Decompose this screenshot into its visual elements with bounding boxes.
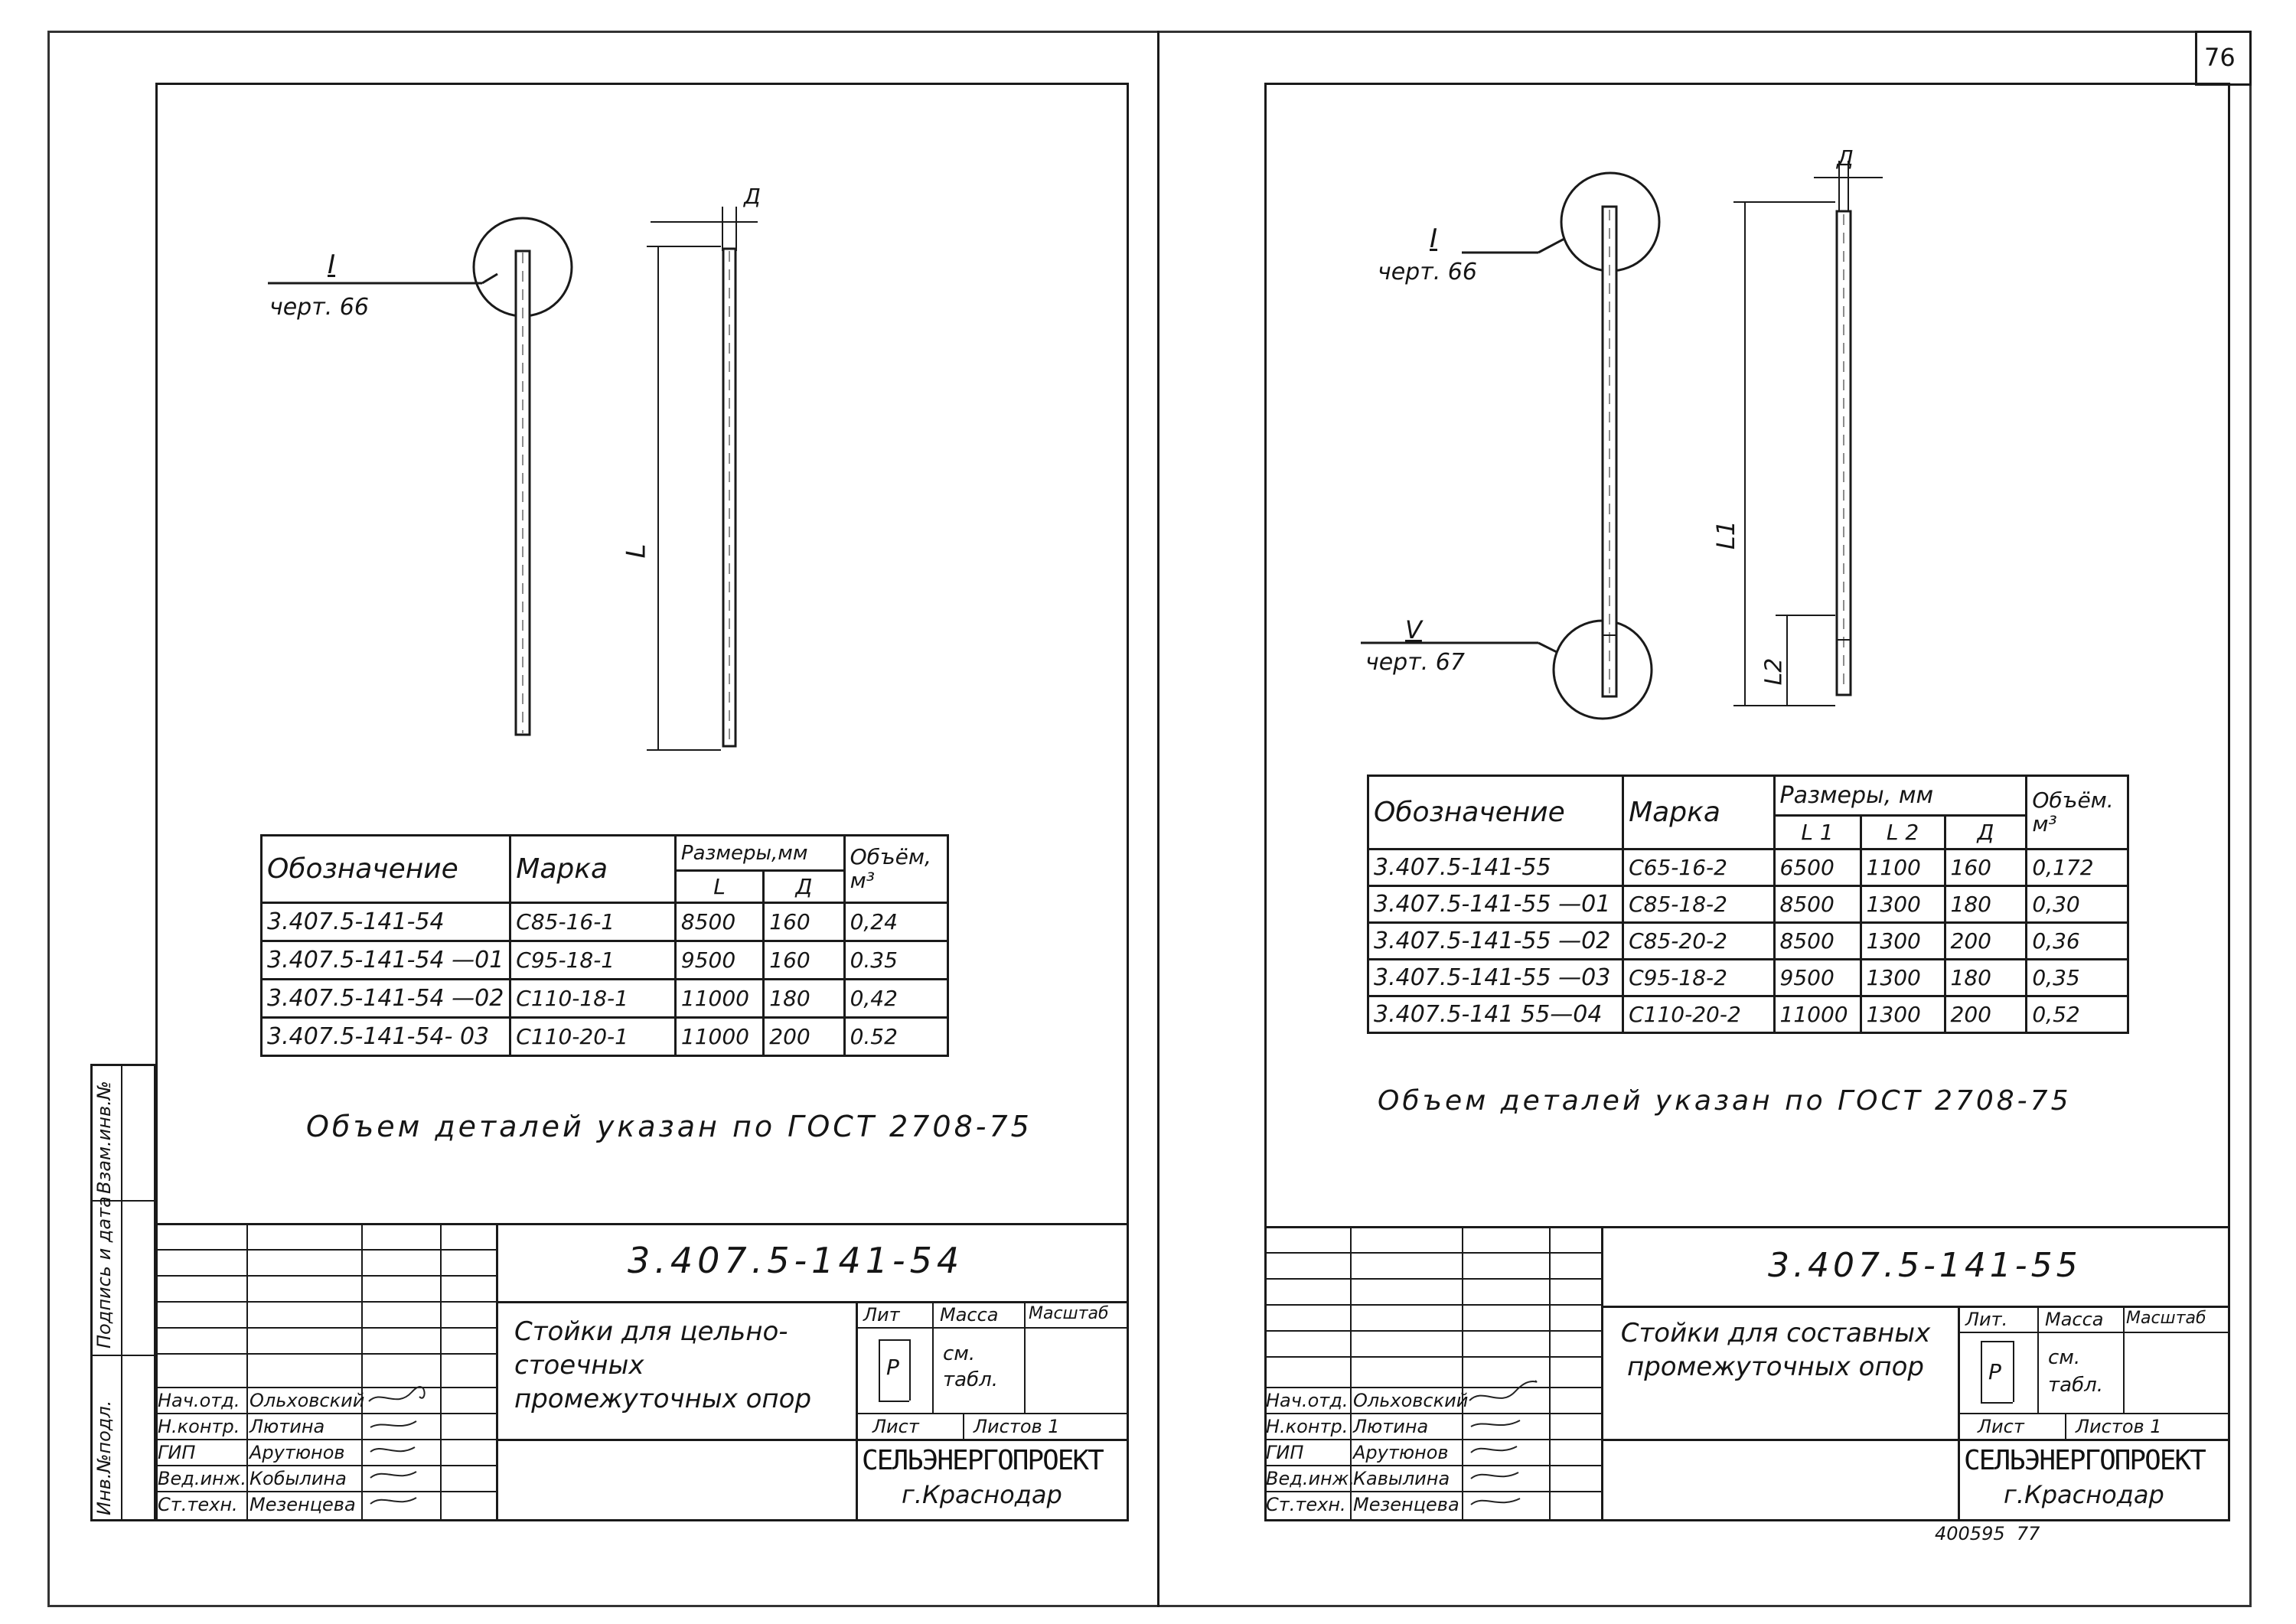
cell-designation: 3.407.5-141-54 —01	[262, 941, 510, 980]
tb-person: Мезенцева	[249, 1494, 356, 1515]
right-post-drawing	[1347, 138, 2036, 719]
tb-sheets-label: Листов 1	[974, 1416, 1060, 1437]
tb-hline	[155, 1327, 496, 1329]
table-row	[262, 980, 948, 1018]
cell-volume: 0.52	[844, 1018, 947, 1056]
tb-hline	[1264, 1413, 1601, 1414]
callout-marker: I	[328, 249, 336, 280]
side-stamp-divider	[90, 1355, 156, 1356]
th-mark: Марка	[510, 836, 676, 903]
tb-hline	[1264, 1387, 1601, 1388]
tb-mass-value: см. табл.	[2048, 1346, 2103, 1397]
cell-l1: 11000	[1774, 996, 1861, 1033]
tb-sheet-label: Лист	[872, 1416, 919, 1437]
cell-mark: С95-18-1	[510, 941, 676, 980]
cell-l2: 1100	[1861, 850, 1945, 886]
cell-volume: 0,35	[2027, 960, 2128, 996]
tb-hline	[155, 1465, 496, 1466]
page-number: 76	[2204, 43, 2236, 72]
cell-volume: 0,24	[844, 903, 947, 941]
tb-hline	[496, 1301, 1129, 1303]
th-l: L	[675, 871, 763, 903]
cell-l2: 1300	[1861, 996, 1945, 1033]
footer-note: 400595 77	[1935, 1523, 2040, 1544]
tb-role: Вед.инж.	[158, 1468, 246, 1489]
cell-designation: 3.407.5-141-55 —02	[1368, 923, 1623, 960]
cell-d: 200	[764, 1018, 844, 1056]
th-mark: Марка	[1623, 776, 1774, 850]
tb-city: г.Краснодар	[2004, 1480, 2164, 1509]
tb-role: Н.контр.	[1266, 1416, 1349, 1437]
dim-label-d: Д	[744, 184, 761, 209]
cell-l1: 8500	[1774, 923, 1861, 960]
cell-volume: 0,42	[844, 980, 947, 1018]
left-spec-table	[260, 834, 949, 1057]
cell-mark: С85-18-2	[1623, 886, 1774, 923]
tb-hline	[155, 1439, 496, 1440]
left-note: Объем деталей указан по ГОСТ 2708-75	[306, 1110, 1032, 1143]
tb-vline	[2013, 1341, 2014, 1402]
tb-role: Н.контр.	[158, 1416, 240, 1437]
cell-l: 11000	[675, 1018, 763, 1056]
side-label-sign: Подпись и дата	[93, 1196, 115, 1348]
cell-designation: 3.407.5-141-54- 03	[262, 1018, 510, 1056]
cell-designation: 3.407.5-141-55	[1368, 850, 1623, 886]
left-post-drawing	[253, 176, 712, 758]
cell-d: 160	[1945, 850, 2027, 886]
table-row	[1368, 886, 2128, 923]
tb-person: Кавылина	[1353, 1468, 1450, 1489]
tb-vline	[1601, 1226, 1603, 1521]
th-l2: L 2	[1861, 816, 1945, 850]
callout-top-marker: I	[1430, 223, 1438, 254]
th-sizes: Размеры,мм	[675, 836, 844, 871]
th-d: Д	[764, 871, 844, 903]
tb-org: СЕЛЬЭНЕРГОПРОЕКТ	[862, 1445, 1103, 1476]
tb-vline	[909, 1339, 911, 1401]
signatures-left	[366, 1381, 427, 1527]
tb-role: Ст.техн.	[1266, 1494, 1346, 1515]
cell-l: 11000	[675, 980, 763, 1018]
tb-hline	[496, 1439, 1129, 1441]
tb-vline	[856, 1301, 858, 1521]
cell-designation: 3.407.5-141-54 —02	[262, 980, 510, 1018]
tb-vline	[879, 1339, 880, 1401]
tb-org: СЕЛЬЭНЕРГОПРОЕКТ	[1964, 1445, 2205, 1476]
tb-vline	[246, 1223, 248, 1521]
tb-hline	[155, 1413, 496, 1414]
tb-vline	[1981, 1341, 1982, 1402]
cell-mark: С110-20-1	[510, 1018, 676, 1056]
tb-person: Мезенцева	[1353, 1494, 1459, 1515]
table-row	[262, 1018, 948, 1056]
tb-scale-label: Масштаб	[2126, 1309, 2206, 1328]
table-row	[1368, 960, 2128, 996]
th-sizes: Размеры, мм	[1774, 776, 2027, 816]
cell-volume: 0.35	[844, 941, 947, 980]
cell-designation: 3.407.5-141-54	[262, 903, 510, 941]
th-volume: Объём. м³	[2027, 776, 2128, 850]
tb-hline	[1981, 1341, 2013, 1342]
cell-mark: С85-20-2	[1623, 923, 1774, 960]
tb-hline	[879, 1401, 909, 1402]
tb-hline	[155, 1353, 496, 1355]
tb-hline	[155, 1491, 496, 1492]
tb-vline	[440, 1223, 442, 1521]
cell-d: 200	[1945, 923, 2027, 960]
th-designation: Обозначение	[1368, 776, 1623, 850]
right-note: Объем деталей указан по ГОСТ 2708-75	[1378, 1085, 2072, 1117]
tb-vline	[496, 1223, 498, 1521]
tb-mass-label: Масса	[2045, 1309, 2104, 1330]
tb-lit-label: Лит.	[1965, 1309, 2008, 1330]
dim-label-l1: L1	[1711, 520, 1741, 550]
right-spec-table	[1367, 774, 2129, 1034]
cell-volume: 0,172	[2027, 850, 2128, 886]
cell-designation: 3.407.5-141 55—04	[1368, 996, 1623, 1033]
table-row	[1368, 996, 2128, 1033]
tb-role: Нач.отд.	[158, 1390, 240, 1411]
tb-vline	[1549, 1226, 1551, 1521]
tb-vline	[932, 1301, 934, 1413]
tb-person: Ольховский	[249, 1390, 365, 1411]
table-row	[1368, 850, 2128, 886]
tb-name: Стойки для составных промежуточных опор	[1620, 1318, 1931, 1382]
cell-l: 8500	[675, 903, 763, 941]
cell-volume: 0,30	[2027, 886, 2128, 923]
tb-hline	[1264, 1491, 1601, 1492]
cell-d: 180	[1945, 886, 2027, 923]
cell-l1: 6500	[1774, 850, 1861, 886]
tb-top-line	[1264, 1226, 2230, 1228]
cell-d: 160	[764, 903, 844, 941]
tb-hline	[1264, 1252, 1601, 1254]
side-label-inv: Инв.№подл.	[93, 1400, 115, 1515]
tb-hline	[155, 1301, 496, 1303]
tb-person: Ольховский	[1353, 1390, 1469, 1411]
table-row	[262, 941, 948, 980]
tb-role: Нач.отд.	[1266, 1390, 1349, 1411]
tb-city: г.Краснодар	[902, 1480, 1062, 1509]
side-stamp-divider	[121, 1064, 122, 1521]
center-fold-line	[1157, 31, 1159, 1607]
tb-code: 3.407.5-141-54	[628, 1240, 964, 1281]
tb-person: Кобылина	[249, 1468, 347, 1489]
tb-hline	[1264, 1278, 1601, 1280]
tb-lit-value: Р	[886, 1355, 899, 1380]
table-row	[262, 903, 948, 941]
tb-hline	[155, 1275, 496, 1277]
tb-vline	[2037, 1306, 2039, 1413]
tb-vline	[2065, 1413, 2066, 1439]
tb-vline	[1024, 1301, 1026, 1413]
th-d: Д	[1945, 816, 2027, 850]
tb-vline	[361, 1223, 363, 1521]
cell-l2: 1300	[1861, 960, 1945, 996]
tb-name: Стойки для цельно-стоечных промежуточных опор	[514, 1316, 812, 1414]
tb-hline	[1264, 1304, 1601, 1306]
th-l1: L 1	[1774, 816, 1861, 850]
tb-mass-label: Масса	[940, 1304, 999, 1326]
tb-hline	[155, 1249, 496, 1251]
cell-mark: С65-16-2	[1623, 850, 1774, 886]
tb-sheet-label: Лист	[1978, 1416, 2024, 1437]
tb-lit-value: Р	[1988, 1359, 2001, 1384]
th-volume: Объём, м³	[844, 836, 947, 903]
table-row	[1368, 923, 2128, 960]
tb-scale-label: Масштаб	[1029, 1304, 1109, 1323]
tb-hline	[879, 1339, 909, 1341]
cell-l1: 8500	[1774, 886, 1861, 923]
tb-vline	[963, 1413, 964, 1439]
cell-designation: 3.407.5-141-55 —01	[1368, 886, 1623, 923]
tb-hline	[1601, 1439, 2230, 1441]
tb-hline	[1981, 1402, 2013, 1404]
cell-l1: 9500	[1774, 960, 1861, 996]
cell-mark: С95-18-2	[1623, 960, 1774, 996]
tb-code: 3.407.5-141-55	[1768, 1246, 2082, 1285]
dim-label-l2: L2	[1760, 657, 1788, 686]
cell-l2: 1300	[1861, 923, 1945, 960]
tb-role: ГИП	[1266, 1442, 1304, 1463]
tb-role: ГИП	[158, 1442, 196, 1463]
tb-top-line	[155, 1223, 1129, 1225]
dim-label-l: L	[621, 543, 652, 559]
tb-person: Арутюнов	[1353, 1442, 1449, 1463]
cell-volume: 0,36	[2027, 923, 2128, 960]
cell-d: 180	[764, 980, 844, 1018]
cell-mark: С85-16-1	[510, 903, 676, 941]
tb-hline	[1958, 1413, 2230, 1414]
tb-hline	[1264, 1356, 1601, 1358]
cell-mark: С110-20-2	[1623, 996, 1774, 1033]
side-label-vzam: Взам.инв.№	[93, 1081, 115, 1194]
tb-hline	[1601, 1306, 2230, 1308]
tb-person: Арутюнов	[249, 1442, 345, 1463]
cell-mark: С110-18-1	[510, 980, 676, 1018]
dim-label-d: Д	[1837, 145, 1854, 171]
th-designation: Обозначение	[262, 836, 510, 903]
cell-designation: 3.407.5-141-55 —03	[1368, 960, 1623, 996]
tb-hline	[1264, 1439, 1601, 1440]
tb-lit-label: Лит	[863, 1304, 900, 1326]
tb-person: Лютина	[1353, 1416, 1429, 1437]
signatures-right	[1466, 1378, 1543, 1523]
tb-hline	[1958, 1332, 2230, 1333]
tb-hline	[856, 1327, 1129, 1329]
cell-d: 200	[1945, 996, 2027, 1033]
cell-d: 160	[764, 941, 844, 980]
tb-hline	[856, 1413, 1129, 1414]
tb-hline	[1264, 1330, 1601, 1332]
tb-role: Вед.инж.	[1266, 1468, 1355, 1489]
cell-l2: 1300	[1861, 886, 1945, 923]
tb-role: Ст.техн.	[158, 1494, 238, 1515]
callout-ref: черт. 66	[269, 294, 369, 321]
cell-volume: 0,52	[2027, 996, 2128, 1033]
tb-hline	[1264, 1465, 1601, 1466]
callout-bottom-marker: V	[1405, 615, 1422, 644]
cell-l: 9500	[675, 941, 763, 980]
tb-vline	[2123, 1306, 2125, 1413]
cell-d: 180	[1945, 960, 2027, 996]
tb-sheets-label: Листов 1	[2076, 1416, 2162, 1437]
callout-bottom-ref: черт. 67	[1365, 649, 1465, 676]
tb-vline	[1462, 1226, 1463, 1521]
tb-person: Лютина	[249, 1416, 325, 1437]
tb-mass-value: см. табл.	[943, 1342, 998, 1391]
callout-top-ref: черт. 66	[1378, 259, 1477, 285]
tb-hline	[155, 1387, 496, 1388]
